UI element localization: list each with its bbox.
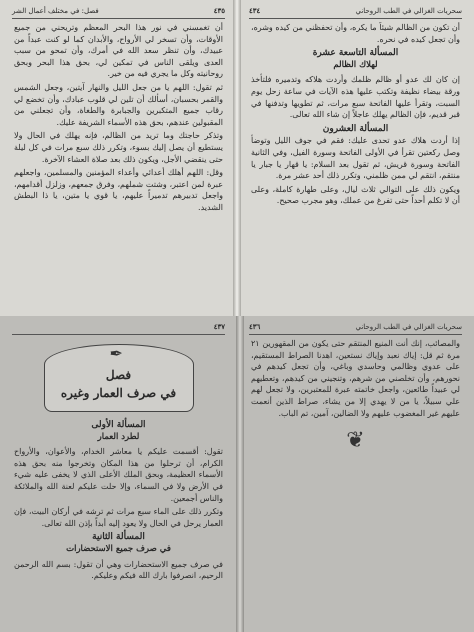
running-header bbox=[249, 4, 462, 19]
page-body bbox=[251, 338, 460, 626]
ornament-icon: ❦ bbox=[346, 428, 365, 454]
chapter-title-box bbox=[44, 344, 194, 412]
page-body bbox=[14, 338, 223, 626]
paragraph: إن كان لك عدو أو ظالم ظلمك وأردت هلاكه وتدميره فلتأخذ ورقة بيضاء نظيفة وتكتب عليها هذه الآيات في ساعة زحل يوم السبت، وتقرأ عليها الفاتحة سبع مرات، ثم تطويها وتدفنها في قبر قديم، فإن الظالم يهلك عاجلاً إن شاء الله تعالى. bbox=[251, 75, 460, 120]
bottom-spread bbox=[0, 316, 474, 632]
page-body bbox=[14, 22, 223, 310]
paragraph: إذا أردت هلاك عدو تحدى عليك: فقم في جوف الليل وتوضأ وصل ركعتين تقرأ في الأولى الفاتحة وسورة الفيل، وفي الثانية الفاتحة وسورة قريش، ثم تقول بعد السلام: يا قهار يا جبار يا منتقم، انتقم لي ممن ظلمني، وتكرر ذلك أحد عشر مرة. bbox=[251, 136, 460, 181]
paragraph: ثم تقول: اللهم يا من جعل الليل والنهار آيتين، وجعل الشمس والقمر بحسبان، أسألك أن تلين لي قلوب عبادك، وأن تخضع لي رقاب جميع المتكبرين والجبابرة والطغاة، وأن تجعلني من المقبولين عندهم، بحق هذه الأسماء الشريفة عليك. bbox=[14, 82, 223, 127]
paragraph: ويكون ذلك على التوالي ثلاث ليال، وعلى طهارة كاملة، وعلى أن لا تكلم أحداً حتى تفرغ من عملك، وهو مجرب صحيح. bbox=[251, 184, 460, 206]
page-body bbox=[251, 22, 460, 310]
section-title: المسألة الأولى bbox=[91, 420, 146, 430]
page-436 bbox=[237, 316, 474, 632]
page-435 bbox=[0, 0, 237, 316]
section-title: المسألة التاسعة عشرة bbox=[312, 48, 399, 59]
page-number: ٤٣٦ bbox=[249, 322, 261, 331]
paragraph: وقل: اللهم أهلك أعدائي وأعداء المؤمنين والمسلمين، واجعلهم عبرة لمن اعتبر، وشتت شملهم، وفرق جمعهم، وزلزل أقدامهم، واجعل تدبيرهم تدميراً عليهم، يا قوي يا متين، يا ذا البطش الشديد. bbox=[14, 168, 223, 212]
chapter-title: فصل bbox=[105, 368, 132, 382]
paragraph: تقول: أقسمت عليكم يا معاشر الخدام، والأعوان، والأرواح الكرام، أن ترحلوا من هذا المكان وتخرجوا منه بحق هذه الأسماء العظيمة، وبحق الملك الأعلى الذي لا يخفى عليه شيء في الأرض ولا في السماء، وإلا حلت عليكم لعنة الله والملائكة والناس أجمعين. bbox=[14, 447, 223, 503]
running-header bbox=[12, 320, 225, 335]
paragraph: وتكرر ذلك على الماء سبع مرات ثم ترشه في أركان البيت، فإن العمار يرحل في الحال ولا يعود إليه أبداً بإذن الله تعالى. bbox=[14, 507, 223, 528]
paragraph: وتذكر حاجتك وما تريد من الظالم، فإنه يهلك في الحال ولا يستطيع أن يصل إليك بسوء، وتكرر ذلك سبع مرات في كل ليلة حتى ينقضي الأجل، ويكون ذلك بعد صلاة العشاء الآخرة. bbox=[14, 131, 223, 164]
paragraph: أن تكون من الظالم شيئاً ما يكره، وأن تحفظني من كيده وشره، وأن تجعل كيده في نحره. bbox=[251, 23, 460, 44]
paragraph: في صرف جميع الاستحضارات وهي أن تقول: بسم الله الرحمن الرحيم، انصرفوا بارك الله فيكم وعليكم. bbox=[14, 559, 223, 581]
section-title: المسألة العشرون bbox=[322, 123, 389, 134]
section-title: المسألة الثانية bbox=[92, 532, 145, 543]
paragraph: أن تغمسني في نور هذا البحر المعظم وتريحني من جميع الأوقات، وأن تسخر لي الأرواح، والأبدان كما لو كنت عبداً من عبيدك، وأن تنظر سعد الله في أمرك، وأن تمحو من سبب العدى ويلقى الناس في تمكين لي، بحق هذا البحر وبحق روحانيته وكل ما يجري فيه من خير. bbox=[14, 23, 223, 79]
paragraph: والمصائب، إنك أنت المنيع المنتقم حتى يكون من المقهورين ٢١ مرة ثم قل: إياك نعبد وإياك نستعين، اهدنا الصراط المستقيم، على عدوي وظالمي وحاسدي وباغي، وأن تجعل كيدهم في نحورهم، وأن تخلصني من شرهم، وتنجيني من كيدهم، وتعطيهم لي عبيداً طائعين، واجعل خاتمته عبرة للمعتبرين، ولا تجعل لهم علي سبيلاً، يا من لا يهدي إلا من يشاء، صراط الذين أنعمت عليهم غير المغضوب عليهم ولا الضالين، آمين، تم الباب. bbox=[251, 339, 460, 418]
running-header bbox=[249, 320, 462, 335]
section-subtitle: لهلاك الظالم bbox=[333, 59, 378, 70]
page-number: ٤٣٧ bbox=[213, 322, 225, 331]
running-head-text: سحريات الغزالي في الطب الروحاني bbox=[355, 323, 462, 331]
running-head-text: سحريات الغزالي في الطب الروحاني bbox=[355, 7, 462, 15]
page-number: ٤٣٤ bbox=[249, 6, 261, 15]
quill-icon: ✒ bbox=[109, 344, 123, 363]
section-subtitle: لطرد العمار bbox=[97, 431, 140, 442]
page-437 bbox=[0, 316, 237, 632]
page-number: ٤٣٥ bbox=[213, 6, 225, 15]
section-subtitle: في صرف جميع الاستحضارات bbox=[66, 543, 171, 554]
running-head-text: فصل: في مختلف أعمال الشر bbox=[12, 7, 99, 15]
page-434 bbox=[237, 0, 474, 316]
running-header bbox=[12, 4, 225, 19]
chapter-subtitle: في صرف العمار وغيره bbox=[60, 386, 177, 400]
